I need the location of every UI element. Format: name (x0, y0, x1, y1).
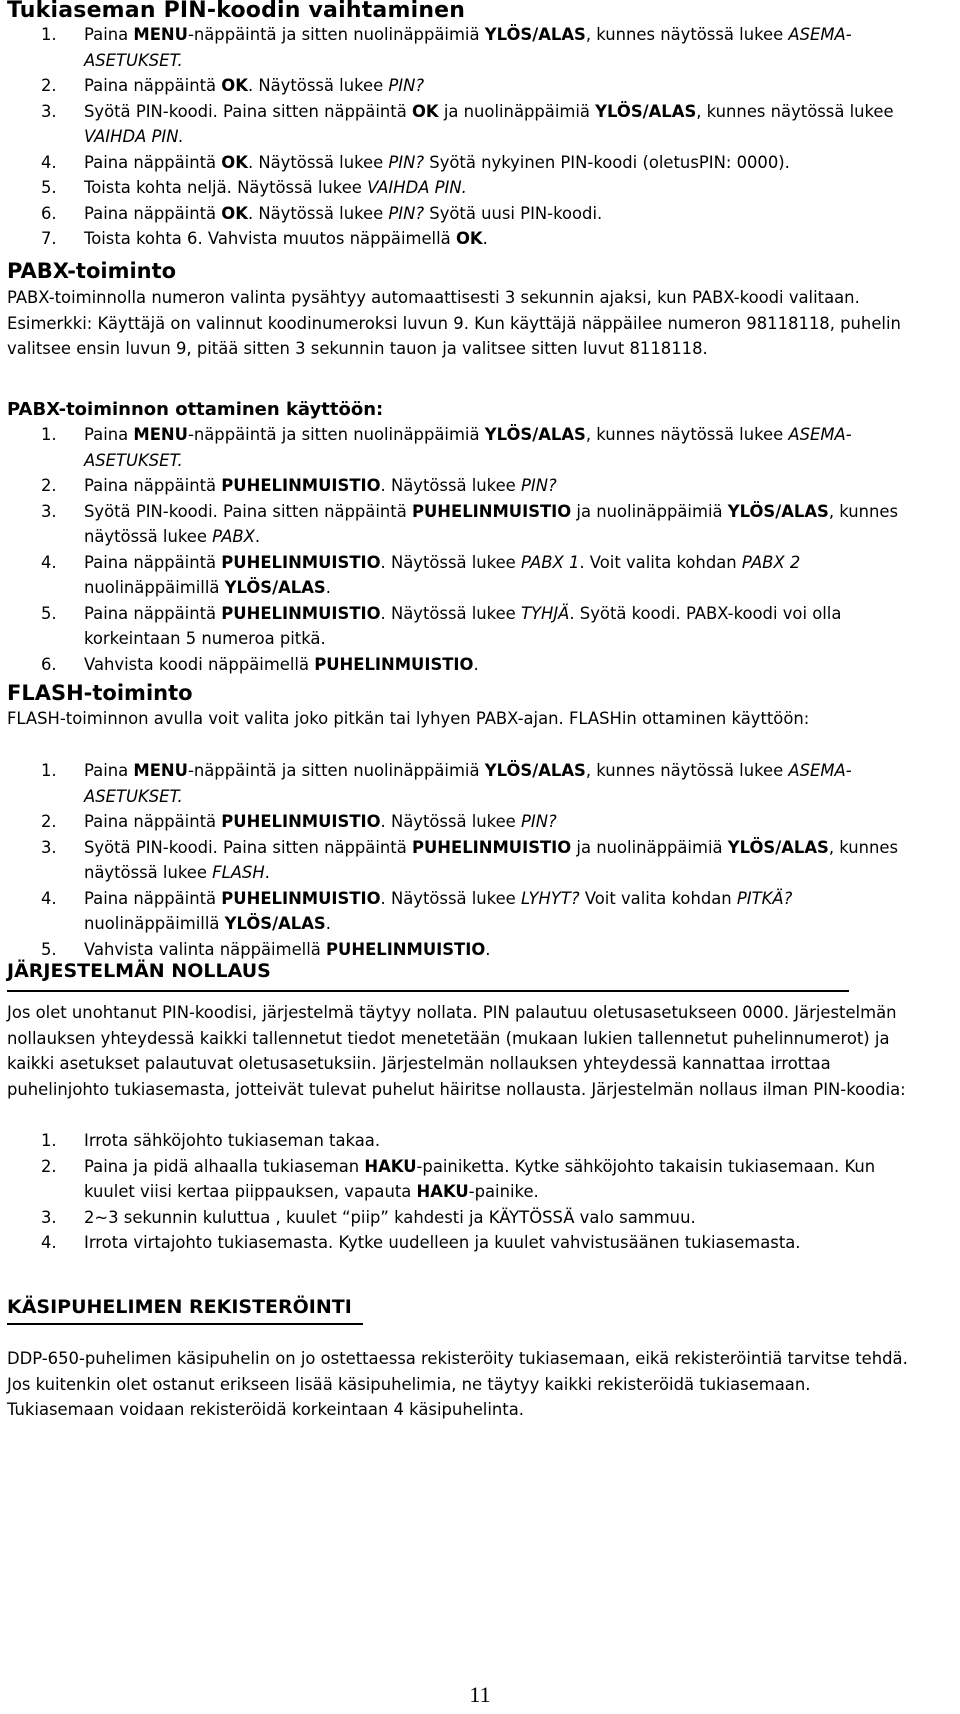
step-number: 2. (41, 1156, 57, 1176)
step-text: . (325, 914, 331, 933)
step-bold-text: PUHELINMUISTIO (221, 812, 381, 831)
step-bold-text: MENU (133, 25, 188, 44)
step-text: nuolinäppäimillä (84, 914, 225, 933)
step-bold-text: PUHELINMUISTIO (411, 837, 572, 857)
step-text: Paina näppäintä (84, 152, 222, 172)
list-item (7, 601, 920, 652)
step-bold-text: YLÖS/ALAS (595, 101, 697, 121)
step-text: . Näytössä lukee (247, 152, 389, 172)
step-text: Irrota sähköjohto tukiaseman takaa. (84, 1131, 381, 1150)
step-text: Voit valita kohdan (579, 888, 737, 908)
step-bold-text: YLÖS/ALAS (484, 25, 586, 44)
step-text: Syötä uusi PIN-koodi. (424, 203, 603, 223)
list-item (7, 809, 920, 835)
list-item (7, 175, 920, 201)
step-text: , kunnes näytössä lukee (585, 425, 789, 444)
list-item (7, 422, 920, 473)
step-text: Toista kohta neljä. Näytössä lukee (84, 178, 368, 197)
step-text: Paina näppäintä (84, 603, 222, 623)
list-item (7, 473, 920, 499)
page-number: 11 (469, 1682, 491, 1707)
step-number: 3. (41, 837, 57, 857)
step-number: 7. (41, 229, 57, 248)
step-bold-text: MENU (133, 425, 188, 444)
step-italic-text: VAIHDA PIN. (84, 127, 184, 146)
step-italic-text: PIN? (520, 812, 557, 831)
step-text: Syötä PIN-koodi. Paina sitten näppäintä (84, 501, 412, 521)
step-bold-text: YLÖS/ALAS (224, 914, 326, 933)
step-text: . Syötä koodi. PABX-koodi voi olla korkeintaan 5 numeroa pitkä. (84, 603, 842, 648)
list-item (7, 1205, 920, 1231)
step-text: Paina ja pidä alhaalla tukiaseman (84, 1156, 365, 1176)
step-number: 1. (41, 761, 57, 780)
step-bold-text: HAKU (364, 1156, 417, 1176)
list-item (7, 758, 920, 809)
step-text: Irrota virtajohto tukiasemasta. Kytke uudelleen ja kuulet vahvistusäänen tukiasemasta. (84, 1233, 801, 1252)
step-text: Vahvista valinta näppäimellä (84, 939, 327, 959)
step-text: Paina näppäintä (84, 552, 222, 572)
step-italic-text: ASEMA-ASETUKSET. (84, 25, 852, 70)
step-text: . Näytössä lukee (247, 203, 389, 223)
step-italic-text: ASEMA-ASETUKSET. (84, 761, 852, 806)
list-item (7, 499, 920, 550)
step-italic-text: TYHJÄ (520, 603, 570, 623)
step-number: 2. (41, 76, 57, 95)
step-number: 1. (41, 25, 57, 44)
pin-steps-list (7, 22, 920, 252)
list-item (7, 1230, 920, 1256)
step-number: 4. (41, 1233, 57, 1252)
step-italic-text: PIN? (520, 476, 557, 495)
step-number: 5. (41, 178, 57, 197)
step-text: Paina näppäintä (84, 476, 222, 495)
flash-section-title: FLASH-toiminto (7, 681, 193, 705)
step-italic-text: PIN? (388, 203, 425, 223)
list-item (7, 22, 920, 73)
step-bold-text: YLÖS/ALAS (727, 837, 829, 857)
step-text: -painike. (468, 1182, 539, 1201)
flash-intro: FLASH-toiminnon avulla voit valita joko pitkän tai lyhyen PABX-ajan. FLASHin ottaminen käyttöön: (7, 709, 810, 728)
step-number: 4. (41, 152, 57, 172)
step-text: . Näytössä lukee (380, 552, 521, 572)
step-bold-text: OK (411, 101, 439, 121)
step-text: . (482, 229, 488, 248)
step-bold-text: PUHELINMUISTIO (221, 888, 381, 908)
step-number: 3. (41, 501, 57, 521)
step-italic-text: VAIHDA PIN. (367, 178, 467, 197)
step-text: . (325, 578, 331, 597)
step-number: 1. (41, 1131, 57, 1150)
list-item (7, 201, 920, 227)
list-item (7, 652, 920, 678)
step-italic-text: PIN? (388, 152, 425, 172)
reset-section-title: JÄRJESTELMÄN NOLLAUS (7, 960, 271, 982)
step-number: 6. (41, 203, 57, 223)
step-text: Syötä nykyinen PIN-koodi (oletusPIN: 0000). (424, 152, 790, 172)
step-text: Paina näppäintä (84, 203, 222, 223)
pabx-subtitle: PABX-toiminnon ottaminen käyttöön: (7, 399, 384, 420)
step-bold-text: PUHELINMUISTIO (221, 552, 381, 572)
step-bold-text: OK (221, 203, 248, 223)
pabx-section-title: PABX-toiminto (7, 259, 177, 283)
step-bold-text: YLÖS/ALAS (484, 761, 586, 780)
reset-title-rule (7, 990, 849, 992)
step-number: 6. (41, 654, 57, 674)
step-italic-text: PABX 1 (520, 552, 580, 572)
step-text: ja nuolinäppäimiä (438, 101, 596, 121)
register-heading-wrap (7, 1294, 920, 1320)
step-text: . (254, 527, 261, 546)
step-italic-text: LYHYT? (520, 888, 580, 908)
step-italic-text: PITKÄ? (736, 888, 793, 908)
step-text: . Näytössä lukee (380, 812, 521, 831)
register-intro: DDP-650-puhelimen käsipuhelin on jo ostettaessa rekisteröity tukiasemaan, eikä rekisteröintiä tarvitse tehdä. Jos kuitenkin olet ostanut erikseen lisää käsipuhelimia, ne täytyy kaikki rekisteröidä tukiasemaan. Tukiasemaan voidaan rekisteröidä korkeintaan 4 käsipuhelinta. (7, 1349, 908, 1419)
step-text: -painiketta. Kytke sähköjohto takaisin tukiasemaan. Kun kuulet viisi kertaa piippauksen, vapauta (84, 1156, 876, 1201)
list-item (7, 835, 920, 886)
step-number: 4. (41, 888, 57, 908)
reset-heading-wrap (7, 958, 920, 984)
step-italic-text: PIN? (388, 76, 425, 95)
step-text: 2~3 sekunnin kuluttua , kuulet “piip” kahdesti ja KÄYTÖSSÄ valo sammuu. (84, 1207, 696, 1227)
reset-intro: Jos olet unohtanut PIN-koodisi, järjestelmä täytyy nollata. PIN palautuu oletusasetukseen 0000. Järjestelmän nollauksen yhteydessä kaikki tallennetut tiedot menetetään (mukaan lukien tallennetut puhelinnumerot) ja kaikki asetukset palautuvat oletusasetuksiin. Järjestelmän nollauksen yhteydessä kannattaa irrottaa puhelinjohto tukiasemasta, jotteivät tulevat puhelut häiritse nollausta. Järjestelmän nollaus ilman PIN-koodia: (7, 1003, 906, 1099)
step-text: . Näytössä lukee (247, 76, 389, 95)
step-text: Syötä PIN-koodi. Paina sitten näppäintä (84, 837, 412, 857)
step-bold-text: OK (221, 76, 248, 95)
step-italic-text: PABX (212, 527, 255, 546)
step-text: -näppäintä ja sitten nuolinäppäimiä (187, 425, 485, 444)
list-item (7, 1128, 920, 1154)
step-text: ja nuolinäppäimiä (571, 501, 728, 521)
step-text: , kunnes näytössä lukee (585, 25, 789, 44)
step-italic-text: FLASH (212, 863, 265, 882)
step-bold-text: YLÖS/ALAS (484, 425, 586, 444)
step-bold-text: PUHELINMUISTIO (221, 476, 381, 495)
step-number: 5. (41, 939, 57, 959)
step-text: . Näytössä lukee (380, 476, 521, 495)
step-text: Paina (84, 425, 134, 444)
step-italic-text: ASEMA-ASETUKSET. (84, 425, 852, 470)
step-text: . Näytössä lukee (380, 888, 521, 908)
step-bold-text: PUHELINMUISTIO (314, 654, 474, 674)
step-text: nuolinäppäimillä (84, 578, 225, 597)
step-text: Paina (84, 761, 134, 780)
list-item (7, 73, 920, 99)
step-text: Paina näppäintä (84, 888, 222, 908)
register-section-title: KÄSIPUHELIMEN REKISTERÖINTI (7, 1296, 352, 1318)
step-number: 5. (41, 603, 57, 623)
step-bold-text: HAKU (416, 1182, 469, 1201)
step-text: ja nuolinäppäimiä (571, 837, 728, 857)
pin-section-title: Tukiaseman PIN-koodin vaihtaminen (7, 0, 466, 23)
step-text: , kunnes näytössä lukee (585, 761, 789, 780)
list-item (7, 226, 920, 252)
step-bold-text: OK (455, 229, 483, 248)
step-text: -näppäintä ja sitten nuolinäppäimiä (187, 25, 485, 44)
step-text: . (473, 654, 479, 674)
step-italic-text: PABX 2 (741, 552, 801, 572)
step-text: Paina näppäintä (84, 812, 222, 831)
step-bold-text: YLÖS/ALAS (727, 501, 829, 521)
step-text: , kunnes näytössä lukee (84, 837, 899, 882)
step-text: Vahvista koodi näppäimellä (84, 654, 315, 674)
pabx-steps-list (7, 422, 920, 677)
step-text: . Näytössä lukee (380, 603, 521, 623)
step-bold-text: OK (221, 152, 248, 172)
step-bold-text: PUHELINMUISTIO (326, 939, 486, 959)
step-number: 3. (41, 101, 57, 121)
list-item (7, 886, 920, 937)
step-text: . (264, 863, 270, 882)
step-number: 2. (41, 476, 57, 495)
list-item (7, 1154, 920, 1205)
step-text: -näppäintä ja sitten nuolinäppäimiä (187, 761, 485, 780)
pabx-intro: PABX-toiminnolla numeron valinta pysähtyy automaattisesti 3 sekunnin ajaksi, kun PABX-koodi valitaan. Esimerkki: Käyttäjä on valinnut koodinumeroksi luvun 9. Kun käyttäjä näppäilee numeron 98118118, puhelin valitsee ensin luvun 9, pitää sitten 3 sekunnin tauon ja valitsee sitten luvut 8118118. (7, 288, 901, 358)
step-text: Syötä PIN-koodi. Paina sitten näppäintä (84, 101, 412, 121)
step-bold-text: YLÖS/ALAS (224, 578, 326, 597)
step-bold-text: PUHELINMUISTIO (411, 501, 572, 521)
step-text: . Voit valita kohdan (579, 552, 742, 572)
step-number: 2. (41, 812, 57, 831)
register-title-rule (7, 1323, 363, 1325)
flash-steps-list (7, 758, 920, 962)
step-text: Toista kohta 6. Vahvista muutos näppäimellä (84, 229, 456, 248)
step-text: Paina (84, 25, 134, 44)
reset-steps-list (7, 1128, 920, 1256)
step-number: 3. (41, 1207, 57, 1227)
list-item (7, 550, 920, 601)
step-bold-text: PUHELINMUISTIO (221, 603, 381, 623)
step-text: , kunnes näytössä lukee (84, 501, 899, 546)
step-number: 1. (41, 425, 57, 444)
step-text: Paina näppäintä (84, 76, 222, 95)
step-text: , kunnes näytössä lukee (696, 101, 894, 121)
step-text: . (485, 939, 491, 959)
list-item (7, 99, 920, 150)
list-item (7, 150, 920, 176)
step-bold-text: MENU (133, 761, 188, 780)
step-number: 4. (41, 552, 57, 572)
